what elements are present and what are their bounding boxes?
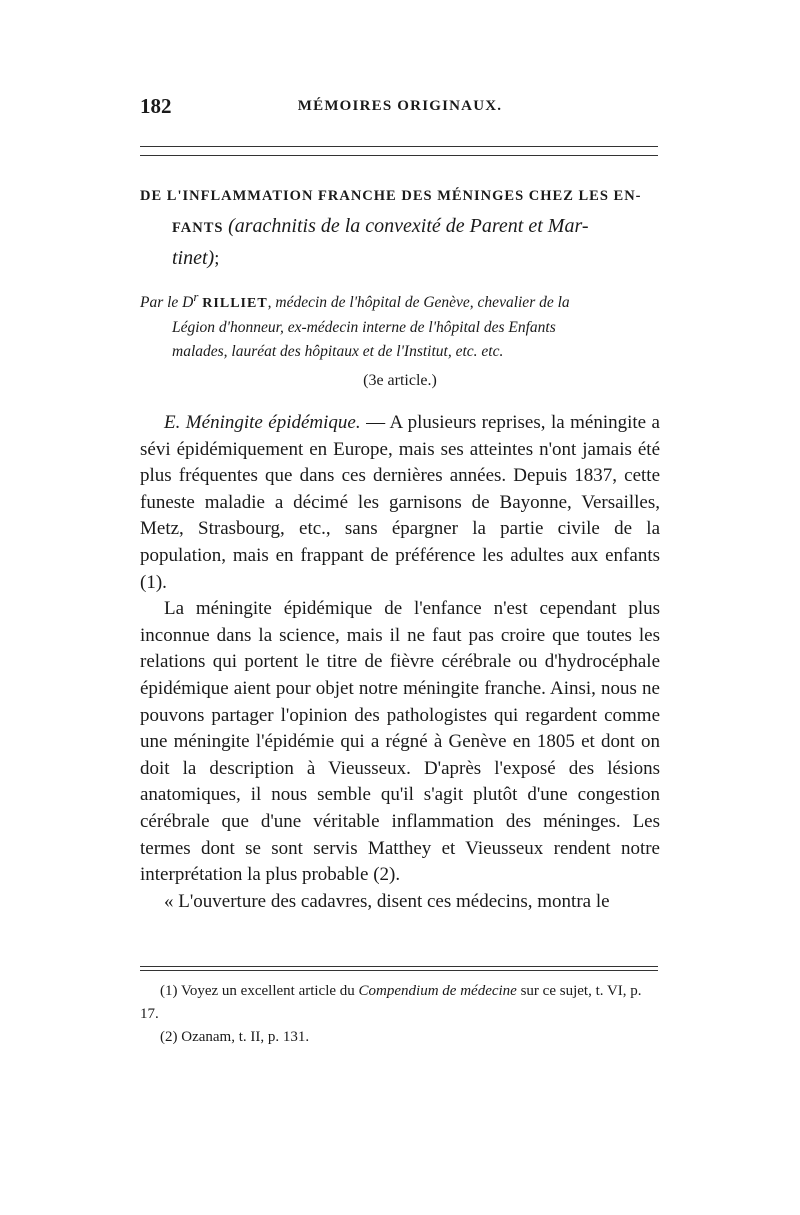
author-byline [140, 285, 660, 364]
paragraph-1: E. Méningite épidémique. — A plusieurs reprises, la méningite a sévi épidémiquement en Europe, mais ses atteintes n'ont jamais été plus fréquentes que dans ces dernières années. Depuis 1837, cette funeste maladie a décimé les garnisons de Bayonne, Versailles, Metz, Strasbourg, etc., sans épargner la partie civile de la population, mais en frappant de préférence les adultes aux enfants (1). [140, 412, 660, 593]
page-number: 182 [140, 94, 172, 118]
title-line-1: DE L'INFLAMMATION FRANCHE DES MÉNINGES CHEZ LES EN- [140, 188, 642, 204]
body-text [140, 410, 660, 915]
byline-line-1: Par le $D^r$ RILLIET, médecin de l'hôpital de Genève, chevalier de la [140, 289, 570, 312]
running-head: MÉMOIRES ORIGINAUX. [297, 98, 503, 114]
paragraph-3: « L'ouverture des cadavres, disent ces médecins, montra le [164, 890, 610, 912]
byline-line-2: Légion d'honneur, ex-médecin interne de l'hôpital des Enfants [172, 319, 556, 337]
footnote-2: (2) Ozanam, t. II, p. 131. [160, 1029, 310, 1045]
footnotes [140, 980, 660, 1049]
header-rule [140, 146, 658, 156]
page-header [140, 94, 660, 124]
title-line-2: FANTS (arachnitis de la convexité de Parent et Mar- [172, 215, 589, 237]
title-line-3: tinet); [172, 247, 220, 269]
section-heading: E. Méningite épidémique. [164, 412, 361, 433]
paragraph-2: La méningite épidémique de l'enfance n'est cependant plus inconnue dans la science, mais il ne faut pas croire que toutes les relations qui portent le titre de fièvre cérébrale ou d'hydrocéphale épidémique aient pour objet notre méningite franche. Ainsi, nous ne pouvons partager l'opinion des pathologistes qui regardent comme une méningite l'épidémie qui a régné à Genève en 1805 et dont on doit la description à Vieusseux. D'après l'exposé des lésions anatomiques, il nous semble qu'il s'agit plutôt d'une congestion cérébrale que d'une véritable inflammation des méninges. Les termes dont se sont servis Matthey et Vieusseux rendent notre interprétation la plus probable (2). [140, 598, 660, 886]
article-title [140, 180, 660, 274]
article-number: (3e article.) [363, 372, 437, 389]
footnote-1: (1) Voyez un excellent article du Compendium de médecine sur ce sujet, t. VI, p. 17. [140, 983, 642, 1022]
footnote-rule [140, 966, 658, 971]
byline-line-3: malades, lauréat des hôpitaux et de l'Institut, etc. etc. [172, 343, 504, 361]
author-name: RILLIET [202, 296, 268, 312]
